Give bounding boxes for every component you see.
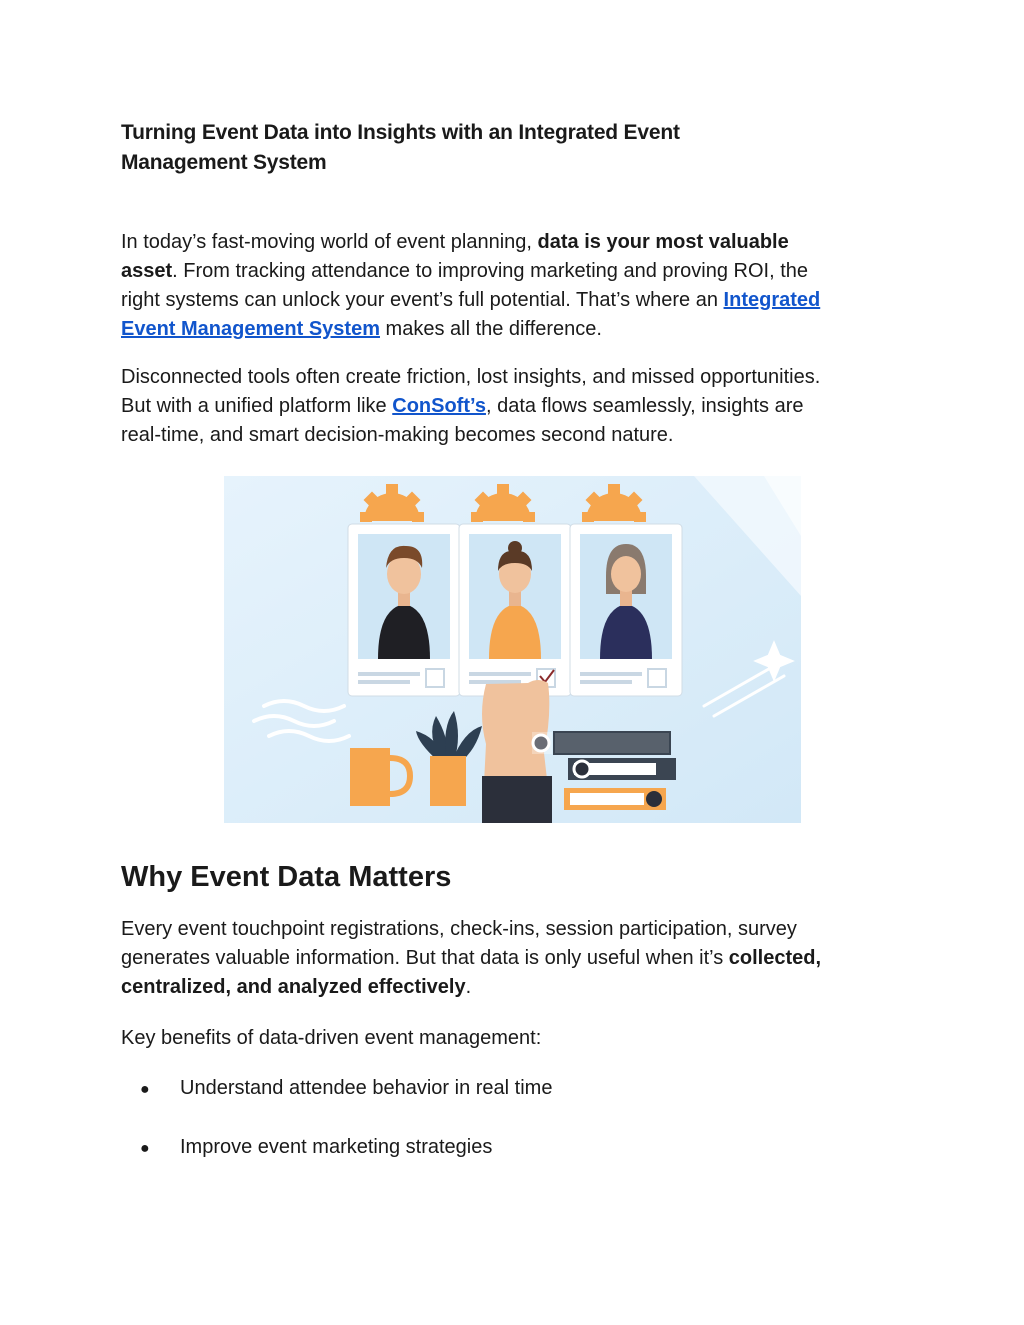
candidate-card: [459, 524, 571, 696]
bold-phrase: centralized, and analyzed effectively: [121, 976, 466, 998]
bold-phrase: asset: [121, 260, 173, 282]
integrated-ems-link[interactable]: Integrated: [723, 289, 821, 311]
title-line-1: Turning Event Data into Insights with an Integrated Event: [121, 121, 680, 144]
hiring-illustration: [224, 476, 801, 823]
title-line-2: Management System: [121, 151, 327, 174]
bold-phrase: collected,: [728, 947, 822, 969]
benefits-intro: Key benefits of data-driven event management:: [121, 1027, 542, 1049]
candidate-card: [348, 524, 460, 696]
consoft-link[interactable]: ConSoft’s: [392, 395, 486, 417]
bold-phrase: data is your most valuable: [537, 231, 789, 253]
list-item: ● Understand attendee behavior in real time: [140, 1074, 552, 1104]
list-item: ● Improve event marketing strategies: [140, 1133, 492, 1163]
bullet-icon: ●: [140, 1140, 150, 1157]
touchpoint-paragraph: Every event touchpoint registrations, check-ins, session participation, survey generates valuable information. But that data is only useful when it’s collected, centralized, and analyzed effectively.: [121, 918, 822, 998]
bullet-icon: ●: [140, 1081, 150, 1098]
candidate-card: [570, 524, 682, 696]
platform-paragraph: Disconnected tools often create friction, lost insights, and missed opportunities. But with a unified platform like ConSoft’s, data flows seamlessly, insights are real-time, and smart decision-making becomes second nature.: [121, 366, 821, 446]
document-title: [121, 118, 861, 178]
section-heading: Why Event Data Matters: [121, 861, 452, 893]
intro-paragraph: In today’s fast-moving world of event planning, data is your most valuable asset. From tracking attendance to improving marketing and proving ROI, the right systems can unlock your event’s full potential. That’s where an Integrated Event Management System makes all the difference.: [121, 231, 821, 340]
integrated-ems-link-cont[interactable]: Event Management System: [121, 318, 380, 340]
